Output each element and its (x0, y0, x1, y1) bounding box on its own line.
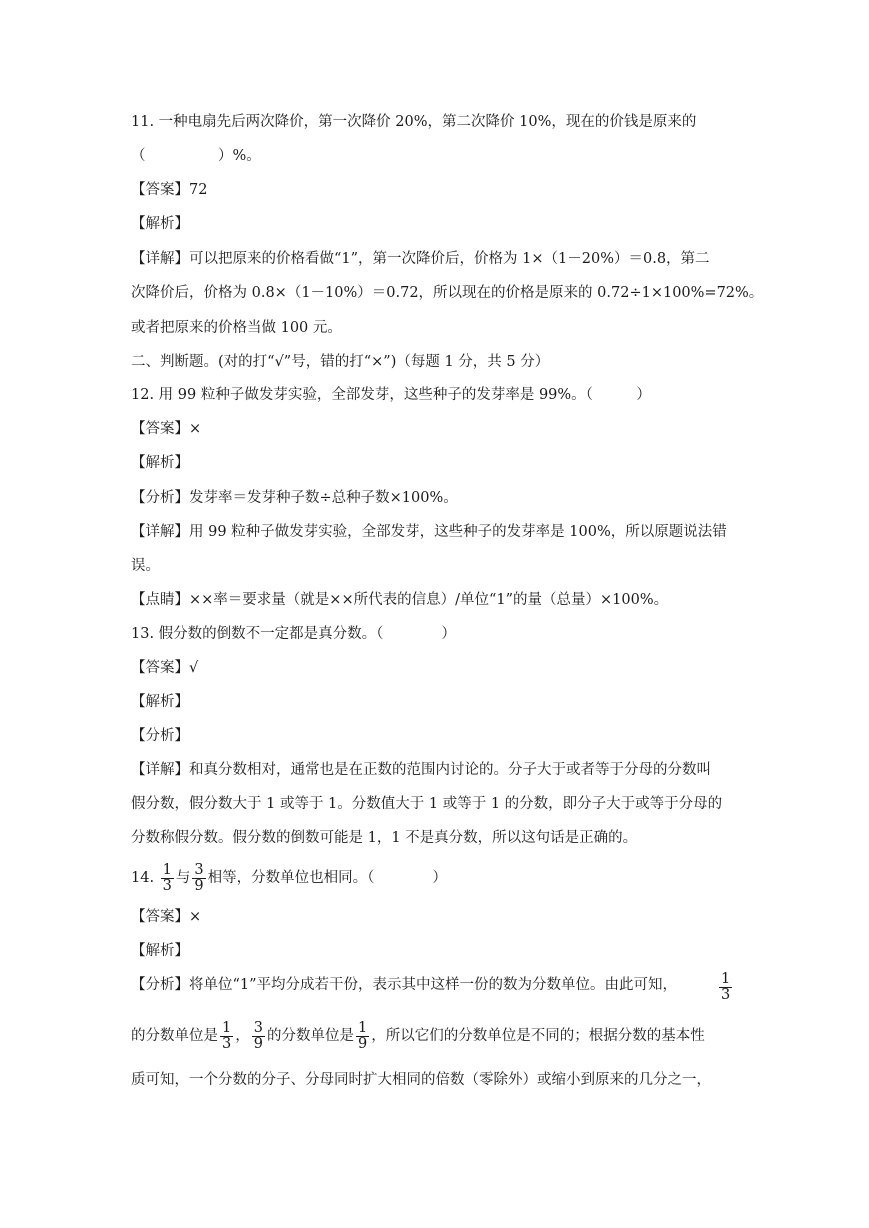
fraction-one-ninth: $\frac{1}{9}$ (357, 1019, 368, 1052)
q13-text: 13. 假分数的倒数不一定都是真分数。（ ） (131, 626, 456, 642)
q13-analysis-label: 【解析】 (131, 694, 189, 710)
q11-text-line1: 11. 一种电扇先后两次降价，第一次降价 20%，第二次降价 10%，现在的价钱是原来的 (131, 114, 697, 130)
q11-detail-line1: 【详解】可以把原来的价格看做“1”，第一次降价后，价格为 1×（1－20%）＝0.8，第二 (131, 251, 710, 267)
q13-detail-line2: 假分数，假分数大于 1 或等于 1。分数值大于 1 或等于 1 的分数，即分子大于或等于分母的 (131, 796, 723, 812)
q12-detail-line2: 误。 (131, 558, 160, 574)
q11-text-line2: （ ）%。 (131, 148, 261, 164)
fraction-three-ninths: $\frac{3}{9}$ (253, 1019, 263, 1052)
q14-fenxi-line1: 【分析】将单位“1”平均分成若干份，表示其中这样一份的数为分数单位。由此可知， (131, 977, 678, 993)
q12-dianjing: 【点睛】××率＝要求量（就是××所代表的信息）/单位“1”的量（总量）×100%。 (131, 592, 669, 608)
q14-fenxi-line2: 的分数单位是 $\frac{1}{3}$ ， $\frac{3}{9}$ 的分数单位是 $\frac{1}{9}$ ，所以它们的分数单位是不同的；根据分数的基本性 (131, 1019, 705, 1052)
q14-number: 14. (131, 870, 155, 886)
q12-text: 12. 用 99 粒种子做发芽实验，全部发芽，这些种子的发芽率是 99%。（ ） (131, 387, 651, 403)
section-heading-true-false: 二、判断题。(对的打“√”号，错的打“×”)（每题 1 分，共 5 分） (131, 354, 550, 370)
q14-text: 14. $\frac{1}{3}$ 与 $\frac{3}{9}$ 相等，分数单位也相同。（ ） (131, 861, 447, 894)
q14-answer: 【答案】× (131, 909, 202, 925)
q11-detail-line2: 次降价后，价格为 0.8×（1－10%）＝0.72，所以现在的价格是原来的 0.72÷1×100%=72%。 (131, 285, 764, 301)
q14-analysis-label: 【解析】 (131, 943, 189, 959)
q12-answer: 【答案】× (131, 421, 202, 437)
fraction-one-third: $\frac{1}{3}$ (721, 971, 731, 1003)
q11-detail-line3: 或者把原来的价格当做 100 元。 (131, 320, 342, 336)
q12-analysis-label: 【解析】 (131, 455, 189, 471)
fraction-one-third: $\frac{1}{3}$ (222, 1019, 232, 1052)
q12-fenxi: 【分析】发芽率＝发芽种子数÷总种子数×100%。 (131, 490, 458, 506)
q13-detail-line1: 【详解】和真分数相对，通常也是在正数的范围内讨论的。分子大于或者等于分母的分数叫 (131, 762, 711, 778)
fraction-three-ninths: $\frac{3}{9}$ (194, 861, 204, 894)
q13-detail-line3: 分数称假分数。假分数的倒数可能是 1，1 不是真分数，所以这句话是正确的。 (131, 830, 638, 846)
q13-answer: 【答案】√ (131, 660, 199, 676)
q14-fenxi-line3: 质可知，一个分数的分子、分母同时扩大相同的倍数（零除外）或缩小到原来的几分之一， (131, 1072, 711, 1088)
fraction-one-third: $\frac{1}{3}$ (162, 861, 172, 894)
q12-detail-line1: 【详解】用 99 粒种子做发芽实验，全部发芽，这些种子的发芽率是 100%，所以原题说法错 (131, 524, 727, 540)
q13-fenxi-label: 【分析】 (131, 728, 189, 744)
q11-analysis-label: 【解析】 (131, 216, 189, 232)
q14-fenxi-fraction-end (717, 972, 734, 1003)
q11-answer: 【答案】72 (131, 182, 208, 198)
